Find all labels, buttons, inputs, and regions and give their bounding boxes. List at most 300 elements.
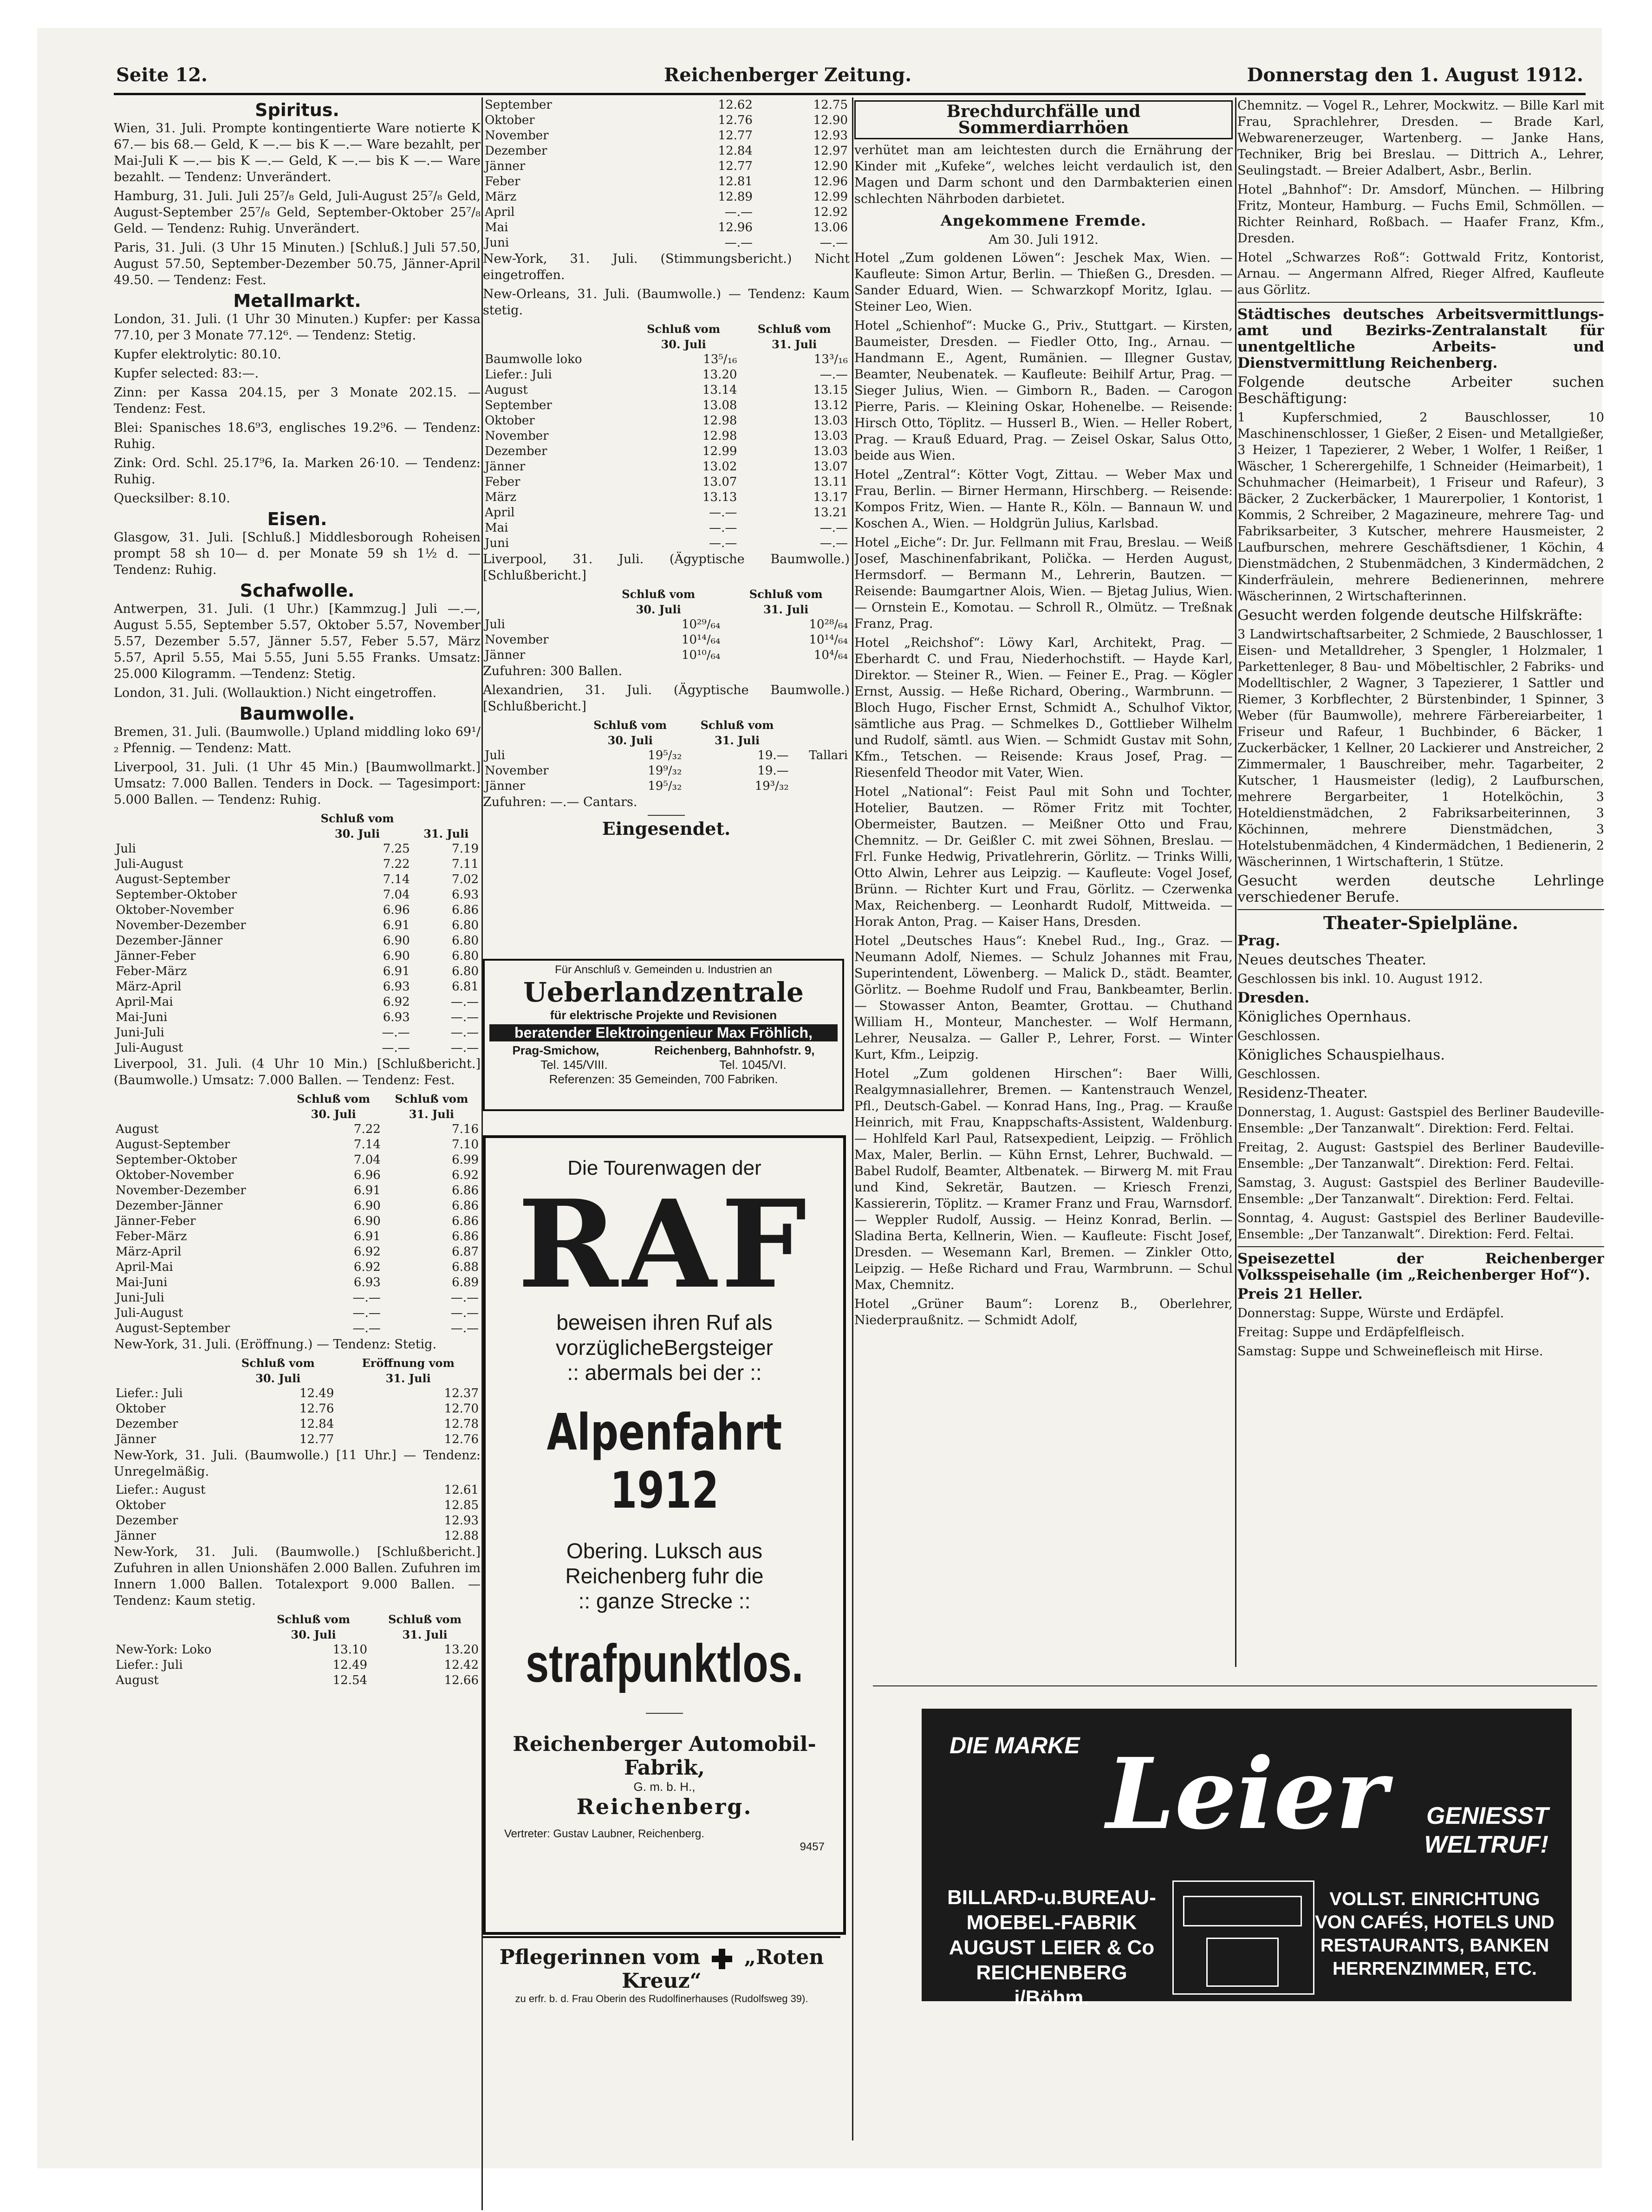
ad-services [1312, 1887, 1558, 1980]
city-heading: Dresden. [1237, 989, 1310, 1006]
row-label: November [485, 429, 549, 443]
hotel-guests: Hotel „Schienhof“: Mucke G., Priv., Stuttgart. — Kirsten, Baumeister, Dresden. — Fiedler Otto, Ing., Arnau. — Handmann E., Agent, Rumänien. — Illegner Gustav, Beamter, Neubenatek. — Kaufleute: Beihilf Artur, Prag. — Sieger Julius, Wien. — Gimborn R., Baden. — Carogon Pierre, Paris. — Kleining Oskar, Hohenelbe. — Reisende: Hirsch Otto, Töplitz. — Husserl B., Wien. — Heller Robert, Prag. — Krauß Eduard, Prag. — Zeisel Oskar, Salus Otto, beide aus Wien. [854, 319, 1233, 463]
table-row [483, 398, 850, 413]
column-notices [1237, 98, 1604, 1676]
row-label: Juni-Juli [116, 1291, 164, 1305]
price-cell: 7.22 [383, 857, 410, 871]
table-row [483, 536, 850, 551]
ad-brand: Leier [1106, 1737, 1387, 1851]
price-cell: 6.86 [452, 1184, 479, 1197]
table-row [483, 520, 850, 536]
subheading: Folgende deutsche Arbeiter suchen Beschäftigung: [1237, 374, 1604, 407]
price-cell: 6.91 [383, 964, 410, 978]
hotel-guests: Hotel „Deutsches Haus“: Knebel Rud., Ing., Graz. — Neumann Adolf, Niemes. — Schulz Johannes mit Frau, Superintendent, Löwenberg. — Malick D., städt. Beamter, Görlitz. — Boehme Rudolf und Frau, Bankbeamter, Berlin. — Stowasser Anton, Beamter, Grottau. — Chuthand William H., Monteur, Manchester. — Wolf Hermann, Lehrer, Neusalza. — Galler P., Lehrer, Forst. — Winter Kurt, Kfm., Leipzig. [854, 934, 1233, 1062]
row-label: Jänner [116, 1432, 156, 1446]
price-cell: 13.10 [332, 1643, 368, 1657]
row-label: März [485, 190, 517, 204]
table-row [114, 1386, 481, 1401]
city-heading: Prag. [1237, 932, 1281, 949]
row-label: September [485, 398, 552, 412]
section-heading: Spiritus. [255, 100, 339, 120]
ad-text: :: ganze Strecke :: [578, 1589, 751, 1613]
market-report: Bremen, 31. Juli. (Baumwolle.) Upland middling loko 69¹/₂ Pfennig. — Tendenz: Matt. [114, 725, 481, 755]
ad-text: Reichenberg fuhr die [565, 1564, 764, 1588]
page-header [116, 64, 1583, 92]
price-table: Schluß vom Schluß vom 30. Juli 31. Juli Baumwolle loko 13⁵/₁₆ 13³/₁₆ Liefer.: Juli 13.20 —.— August 13.14 13.15 September 13.08 13.12 Oktober 12.98 13.03 November 12.98 13.03 Dezember 12.99 13.03 Jänner 13.02 13.07 Feber 13.07 13.11 März 13.13 13.17 April —.— 13.21 Mai —.— —.— Juni —.— —.— [483, 321, 850, 551]
row-label: Mai-Juni [116, 1275, 168, 1289]
price-cell: 19⁵/₃₂ [648, 779, 682, 793]
price-cell: 7.25 [383, 842, 410, 856]
table-row [483, 779, 850, 794]
row-label: September-Oktober [116, 1153, 237, 1167]
price-cell: 6.86 [452, 903, 479, 917]
row-label: Mai [485, 521, 508, 535]
row-label: Oktober [116, 1402, 166, 1416]
price-cell: 13.03 [813, 429, 848, 443]
price-cell: 13.13 [702, 490, 737, 504]
row-label: Juni-Juli [116, 1026, 164, 1040]
market-report: Liverpool, 31. Juli. (4 Uhr 10 Min.) [Schlußbericht.] (Baumwolle.) Umsatz: 7.000 Ballen. — Tendenz: Fest. [114, 1057, 481, 1087]
price-cell: 7.14 [383, 872, 410, 886]
section-heading: Metallmarkt. [233, 291, 361, 311]
row-label: Liefer.: Juli [116, 1386, 183, 1400]
table-row [114, 1498, 481, 1513]
table-row [483, 505, 850, 520]
price-cell: 6.90 [383, 949, 410, 963]
price-cell: —.— [450, 1306, 479, 1320]
price-cell: 7.02 [452, 872, 479, 886]
price-cell: 13.20 [702, 368, 737, 382]
price-table [114, 1483, 481, 1544]
price-cell: 6.80 [452, 918, 479, 932]
row-label: März-April [116, 1245, 182, 1259]
newspaper-title: Reichenberger Zeitung. [664, 64, 912, 86]
table-row [483, 444, 850, 459]
table-row [483, 220, 850, 235]
theater-info: Geschlossen. [1237, 1067, 1320, 1081]
table-row [483, 632, 850, 648]
theater-info: Geschlossen bis inkl. 10. August 1912. [1237, 972, 1483, 986]
market-report: Quecksilber: 8.10. [114, 491, 230, 506]
issue-date: Donnerstag den 1. August 1912. [1247, 64, 1583, 86]
price-cell: —.— [819, 521, 848, 535]
column-rule [852, 98, 853, 2140]
ad-text: VON CAFÉS, HOTELS UND [1315, 1912, 1554, 1932]
divider [646, 1713, 683, 1714]
row-label: Mai [485, 221, 508, 234]
row-label: November [485, 633, 549, 647]
page-number: Seite 12. [116, 64, 208, 86]
theater-name: Neues deutsches Theater. [1237, 951, 1427, 968]
divider [1237, 302, 1604, 303]
table-row [483, 113, 850, 128]
market-report: Liverpool, 31. Juli. (Ägyptische Baumwolle.) [Schlußbericht.] [483, 552, 850, 583]
row-label: Jänner-Feber [116, 1214, 196, 1228]
market-report: Kupfer selected: 83:—. [114, 366, 259, 381]
price-cell: 13.14 [702, 383, 737, 397]
price-cell: 6.90 [353, 1214, 381, 1228]
price-cell: 12.61 [444, 1483, 479, 1497]
desk-icon [1206, 1938, 1279, 1987]
row-label: Jänner [485, 648, 526, 662]
row-label: November-Dezember [116, 1184, 246, 1197]
price-cell: 12.76 [444, 1432, 479, 1446]
table-row [114, 1673, 481, 1688]
table-row [114, 1321, 481, 1336]
table-row [114, 1529, 481, 1544]
row-label: Dezember [485, 144, 547, 158]
price-cell: 6.99 [452, 1153, 479, 1167]
row-label: Liefer.: Juli [485, 368, 552, 382]
row-label: Oktober [485, 113, 535, 127]
ad-text: beweisen ihren Ruf als [556, 1310, 773, 1334]
row-label: März [485, 490, 517, 504]
market-report: New-York, 31. Juli. (Baumwolle.) [11 Uhr.] — Tendenz: Unregelmäßig. [114, 1448, 481, 1479]
ad-text: für elektrische Projekte und Revisionen [550, 1008, 777, 1022]
row-label: Jänner [485, 159, 526, 173]
price-cell: —.— [450, 995, 479, 1009]
divider [1237, 1246, 1604, 1247]
ad-text: Reichenberg. [576, 1794, 753, 1819]
ad-text: WELTRUF! [1424, 1831, 1548, 1858]
table-row [114, 1122, 481, 1137]
section-heading: Theater-Spielpläne. [1323, 912, 1518, 933]
price-cell: 12.49 [299, 1386, 334, 1400]
price-cell: 12.90 [813, 159, 848, 173]
table-row [483, 429, 850, 444]
row-label: April [485, 205, 515, 219]
ad-company [940, 1885, 1163, 2010]
ad-headline: strafpunktlos. [525, 1633, 804, 1693]
menu-item: Donnerstag: Suppe, Würste und Erdäpfel. [1237, 1306, 1504, 1321]
theater-info: Freitag, 2. August: Gastspiel des Berliner Baudeville-Ensemble: „Der Tanzanwalt“. Direktion: Ferd. Feltai. [1237, 1140, 1604, 1171]
market-report: Wien, 31. Juli. Prompte kontingentierte Ware notierte K 67.— bis 68.— Geld, K —.— bis K —.— Ware bezahlt, per Mai-Juli K —.— bis K —.— Geld, K —.— bis K —.— Ware bezahlt. — Tendenz: Unverändert. [114, 121, 481, 184]
price-cell: 6.93 [383, 980, 410, 994]
price-cell: 10²⁹/₆₄ [681, 618, 721, 631]
price-cell: 12.77 [718, 129, 753, 143]
section-heading: Baumwolle. [239, 703, 355, 724]
price-cell: 12.76 [299, 1402, 334, 1416]
hotel-guests: Chemnitz. — Vogel R., Lehrer, Mockwitz. — Bille Karl mit Frau, Sprachlehrer, Dresden. — Brade Karl, Webwarenerzeuger, Wartenberg. — Janke Hans, Techniker, Brig bei Breslau. — Dittrich A., Lehrer, Seulingstadt. — Breier Adalbert, Asbr., Berlin. [1237, 98, 1604, 178]
price-cell: 13³/₁₆ [813, 352, 848, 366]
subheading: Gesucht werden deutsche Lehrlinge verschiedener Berufe. [1237, 872, 1604, 905]
ad-raf [483, 1135, 846, 1935]
table-row [114, 872, 481, 887]
price-cell: 6.92 [353, 1245, 381, 1259]
row-label: Jänner [485, 460, 526, 474]
table-row [114, 1168, 481, 1183]
price-cell: 12.99 [702, 444, 737, 458]
row-label: Jänner [116, 1529, 156, 1543]
price-cell: 6.86 [452, 1199, 479, 1213]
price-table: Schluß vom Schluß vom 30. Juli 31. Juli New-York: Loko 13.10 13.20 Liefer.: Juli 12.49 12.42 August 12.54 12.66 [114, 1612, 481, 1688]
price-cell: 6.91 [383, 918, 410, 932]
hotel-guests: Hotel „Eiche“: Dr. Jur. Fellmann mit Frau, Breslau. — Weiß Josef, Maschinenfabrikant, Polička. — Herden August, Hermsdorf. — Bermann M., Lehrerin, Bautzen. — Reisende: Baumgartner Alois, Wien. — Bjetag Julius, Wien. — Ornstein E., Komotau. — Schroll R., Olmütz. — Treßnak Franz, Prag. [854, 535, 1233, 631]
price-cell: 10¹⁰/₆₄ [681, 648, 721, 662]
section-heading: Eingesendet. [602, 818, 731, 839]
row-label: Mai-Juni [116, 1010, 168, 1024]
table-row [114, 903, 481, 918]
price-cell: 13.07 [813, 460, 848, 474]
ad-text: Obering. Luksch aus [566, 1539, 762, 1563]
price-cell: 13.08 [702, 398, 737, 412]
row-label: Liefer.: Juli [116, 1658, 183, 1672]
price-cell [791, 763, 850, 779]
row-label: August [116, 1673, 159, 1687]
theater-info: Samstag, 3. August: Gastspiel des Berliner Baudeville-Ensemble: „Der Tanzanwalt“. Direktion: Ferd. Feltai. [1237, 1176, 1604, 1206]
table-row [483, 413, 850, 429]
table-row [483, 128, 850, 143]
section-heading: Eisen. [267, 509, 327, 529]
hotel-guests: Hotel „Zum goldenen Hirschen“: Baer Willi, Realgymnasiallehrer, Bremen. — Kantenstrauch Wenzel, Pfl., Deutsch-Gabel. — Konrad Hans, Ing., Prag. — Krauße Heinrich, mit Frau, Knappschafts-Assistent, Waldenburg. — Hohlfeld Karl Paul, Ratsexpedient, Leipzig. — Fröhlich Max, Maler, Berlin. — Kühn Ernst, Lehrer, Buchwald. — Babel Rudolf, Beamter, Altbenatek. — Birwerg M. mit Frau und Kind, Sekretär, Bautzen. — Kriesch Frenzi, Kassiererin, Töplitz. — Kramer Franz und Frau, Warnsdorf. — Weppler Rudolf, Aussig. — Heinz Konrad, Berlin. — Sladina Berta, Kellnerin, Wien. — Kaufleute: Fischt Josef, Dresden. — Wesemann Karl, Bremen. — Zinkler Otto, Leipzig. — Heße Richard und Frau, Warmbrunn. — Schul Max, Chemnitz. [854, 1067, 1233, 1292]
billiard-table-icon [1183, 1896, 1302, 1926]
price-table: Schluß vom 30. Juli 31. Juli Juli 7.25 7.19 Juli-August 7.22 7.11 August-September 7.14 7.02 September-Oktober 7.04 6.93 Oktober-November 6.96 6.86 November-Dezember 6.91 6.80 Dezember-Jänner 6.90 6.80 Jänner-Feber 6.90 6.80 Feber-März 6.91 6.80 März-April 6.93 6.81 April-Mai 6.92 —.— Mai-Juni 6.93 —.— Juni-Juli —.— —.— Juli-August —.— —.— [114, 811, 481, 1056]
ad-text: Prag-Smichow, [512, 1043, 599, 1057]
price-cell: 6.90 [383, 934, 410, 948]
price-cell: 19⁵/₃₂ [648, 748, 682, 762]
column-rule [1235, 98, 1236, 1667]
price-cell: 13.15 [813, 383, 848, 397]
row-label: Oktober-November [116, 903, 234, 917]
table-row [483, 383, 850, 398]
row-label: August-September [116, 1138, 230, 1152]
price-cell: 12.54 [332, 1673, 368, 1687]
theater-name: Königliches Schauspielhaus. [1237, 1047, 1445, 1063]
price-cell: 12.42 [444, 1658, 479, 1672]
price-cell: —.— [709, 536, 737, 550]
column-arrivals [854, 98, 1233, 1769]
row-label: November [485, 129, 549, 143]
price-cell: 12.93 [813, 129, 848, 143]
hotel-guests: Hotel „Grüner Baum“: Lorenz B., Oberlehrer, Niederpraußnitz. — Schmidt Adolf, [854, 1297, 1233, 1327]
price-cell: 12.89 [718, 190, 753, 204]
price-cell: —.— [709, 521, 737, 535]
price-cell: 6.90 [353, 1199, 381, 1213]
table-row [483, 143, 850, 159]
column-markets [114, 98, 481, 2210]
price-cell: 10¹⁴/₆₄ [809, 633, 848, 647]
price-cell: 13.21 [813, 506, 848, 520]
row-label: August [485, 383, 528, 397]
table-row [114, 1417, 481, 1432]
header-rule [114, 93, 1586, 95]
table-row [483, 617, 850, 632]
table-row [114, 1275, 481, 1290]
section-heading: Schafwolle. [240, 580, 355, 601]
price-cell: 10²⁸/₆₄ [809, 618, 848, 631]
ad-text: Tel. 1045/VI. [719, 1058, 787, 1072]
table-row [483, 475, 850, 490]
table-row [483, 763, 850, 779]
price-cell: 12.93 [444, 1514, 479, 1528]
price-cell: 13⁵/₁₆ [703, 352, 737, 366]
section-heading: Speisezettel der Reichenberger Volksspeisehalle (im „Reichenberger Hof“). [1237, 1250, 1604, 1283]
price-cell: 10⁴/₆₄ [813, 648, 848, 662]
price-cell: 6.80 [452, 964, 479, 978]
row-label: Dezember [116, 1417, 178, 1431]
price-cell: 12.49 [332, 1658, 368, 1672]
price-cell: 6.80 [452, 949, 479, 963]
row-label: Baumwolle loko [485, 352, 582, 366]
price-cell: 12.99 [813, 190, 848, 204]
row-label: Oktober [116, 1498, 166, 1512]
market-report: Zink: Ord. Schl. 25.17⁹6, Ia. Marken 26·10. — Tendenz: Ruhig. [114, 456, 481, 487]
row-label: April [485, 506, 515, 520]
price-cell: 12.97 [813, 144, 848, 158]
table-row [114, 1432, 481, 1447]
price-cell: 19.— [757, 748, 789, 762]
menu-item: Samstag: Suppe und Schweinefleisch mit Hirse. [1237, 1344, 1543, 1359]
ad-text: AUGUST LEIER & Co [949, 1936, 1155, 1959]
price-cell: 7.04 [383, 888, 410, 902]
price-cell: 6.86 [452, 1230, 479, 1243]
ad-text: GENIESST [1426, 1802, 1548, 1829]
theater-info: Geschlossen. [1237, 1029, 1320, 1043]
market-report: Zufuhren: —.— Cantars. [483, 795, 637, 809]
price-cell: Tallari [809, 748, 848, 762]
ad-text: Vertreter: Gustav Laubner, Reichenberg. [504, 1828, 704, 1840]
table-row [114, 1041, 481, 1056]
price-cell: 6.92 [383, 995, 410, 1009]
table-row [114, 1137, 481, 1152]
hotel-guests: Hotel „Zentral“: Kötter Vogt, Zittau. — Weber Max und Frau, Berlin. — Birner Hermann, Hirschberg. — Reisende: Kompos Fritz, Wien. — Hante R., Köln. — Bannaun W. und Koschen A., Wien. — Holdgrün Julius, Karlsbad. [854, 468, 1233, 531]
ad-text: HERRENZIMMER, ETC. [1333, 1958, 1537, 1979]
row-label: September-Oktober [116, 888, 237, 902]
price-cell: —.— [724, 236, 753, 250]
ad-text: DIE MARKE [950, 1732, 1080, 1758]
row-label: September [485, 98, 552, 112]
row-label: Feber-März [116, 1230, 187, 1243]
ad-red-cross [483, 1936, 840, 2031]
price-cell: 13.07 [702, 475, 737, 489]
market-report: Zinn: per Kassa 204.15, per 3 Monate 202.15. — Tendenz: Fest. [114, 385, 481, 416]
price-cell: —.— [450, 1041, 479, 1055]
row-label: Juli-August [116, 1306, 183, 1320]
price-cell: 13.17 [813, 490, 848, 504]
price-table: Schluß vom Schluß vom 30. Juli 31. Juli Juli 19⁵/₃₂ 19.— Tallari November 19⁹/₃₂ 19.— Jänner 19⁵/₃₂ 19³/₃₂ [483, 717, 850, 794]
row-label: Liefer.: August [116, 1483, 206, 1497]
row-label: April-Mai [116, 1260, 173, 1274]
price-cell: 13.20 [444, 1643, 479, 1657]
table-row [483, 235, 850, 251]
price-cell: 13.12 [813, 398, 848, 412]
table-row [114, 1025, 481, 1041]
ad-text: Reichenberger Automobil-Fabrik, [513, 1732, 816, 1780]
table-row [483, 352, 850, 367]
price-cell: 12.81 [718, 175, 753, 189]
price-cell: 19³/₃₂ [754, 779, 789, 793]
price-cell: —.— [819, 368, 848, 382]
price-line: Preis 21 Heller. [1237, 1286, 1363, 1302]
price-cell: 6.89 [452, 1275, 479, 1289]
price-cell: 12.90 [813, 113, 848, 127]
price-cell: 7.22 [353, 1122, 381, 1136]
job-list: 3 Landwirtschaftsarbeiter, 2 Schmiede, 2 Bauschlosser, 1 Eisen- und Metalldreher, 3 Spengler, 1 Holzmaler, 1 Parkettenleger, 8 Bau- und Möbeltischler, 2 Fabriks- und Modelltischler, 2 Wagner, 3 Tapezierer, 1 Sattler und Riemer, 3 Korbflechter, 2 Bürstenbinder, 1 Spinner, 3 Weber (für Baumwolle), mehrere Färbereiarbeiter, 1 Friseur und Rafeur, 1 Buchbinder, 6 Bäcker, 1 Zuckerbäcker, 1 Kellner, 20 Lackierer und Anstreicher, 2 Zimmermaler, 1 Bauschreiber, mehr. Tagarbeiter, 2 Kutscher, 1 Hausmeister (ledig), 2 Laufburschen, mehrere Bergarbeiter, 1 Hotelköchin, 3 Hoteldienstmädchen, 2 Fabriksarbeiterinnen, 3 Köchinnen, mehrere Dienstmädchen, 3 Hotelstubenmädchen, 4 Kindermädchen, 1 Bedienerin, 2 Wäscherinnen, 1 Wirtschafterin, 1 Stütze. [1237, 627, 1604, 869]
row-label: November-Dezember [116, 918, 246, 932]
price-cell: 12.85 [444, 1498, 479, 1512]
menu-item: Freitag: Suppe und Erdäpfelfleisch. [1237, 1325, 1465, 1340]
ad-ueberlandzentrale [483, 959, 844, 1111]
price-cell: —.— [450, 1010, 479, 1024]
table-row [114, 1401, 481, 1417]
ad-text: 9457 [800, 1841, 825, 1853]
theater-info: Sonntag, 4. August: Gastspiel des Berliner Baudeville-Ensemble: „Der Tanzanwalt“. Direktion: Ferd. Feltai. [1237, 1211, 1604, 1242]
hotel-guests: Hotel „Reichshof“: Löwy Karl, Architekt, Prag. — Eberhardt C. und Frau, Niederhochstift. — Hayde Karl, Direktor. — Steiner R., Wien. — Feiner E., Prag. — Kögler Ernst, Aussig. — Heße Richard, Obering., Warmbrunn. — Bloch Hugo, Fischer Ernst, Schmidt A., Schulhof Viktor, sämtliche aus Prag. — Schmelkes D., Gottlieber Wilhelm und Rudolf, sämtl. aus Wien. — Schmidt Gustav mit Sohn, Kfm., Tetschen. — Reisende: Kraus Josef, Prag. — Riesenfeld Theodor mit Vater, Wien. [854, 636, 1233, 780]
price-cell: 12.78 [444, 1417, 479, 1431]
table-row [114, 1244, 481, 1260]
ad-text: Tel. 145/VIII. [540, 1058, 608, 1072]
price-cell: —.— [382, 1026, 410, 1040]
row-label: Dezember [485, 444, 547, 458]
price-cell: —.— [352, 1306, 381, 1320]
ad-headline: Alpenfahrt 1912 [546, 1404, 782, 1520]
ad-title: Pflegerinnen vom [499, 1945, 701, 1969]
divider [648, 815, 685, 816]
table-row [114, 1290, 481, 1306]
price-cell: 7.19 [452, 842, 479, 856]
market-report: London, 31. Juli. (Wollauktion.) Nicht eingetroffen. [114, 686, 437, 700]
row-label: New-York: Loko [116, 1643, 212, 1657]
market-report: Zufuhren: 300 Ballen. [483, 664, 623, 678]
price-cell: —.— [450, 1026, 479, 1040]
table-row [114, 1198, 481, 1214]
hotel-guests: Hotel „Schwarzes Roß“: Gottwald Fritz, Kontorist, Arnau. — Angermann Alfred, Rieger Alfred, Kaufleute aus Görlitz. [1237, 250, 1604, 297]
price-cell: 12.84 [718, 144, 753, 158]
table-row [114, 1214, 481, 1229]
ad-text: Für Anschluß v. Gemeinden u. Industrien an [555, 963, 772, 976]
table-row [483, 205, 850, 220]
row-label: Feber [485, 475, 520, 489]
price-table [483, 98, 850, 251]
price-cell: 6.81 [452, 980, 479, 994]
table-row [114, 1152, 481, 1168]
price-cell: 13.03 [813, 444, 848, 458]
ad-text: REICHENBERG i/Böhm. [976, 1961, 1127, 2009]
ad-text: beratender Elektroingenieur Max Fröhlich, [489, 1024, 838, 1041]
table-row [114, 979, 481, 995]
row-label: Juli-August [116, 857, 183, 871]
ad-brand: RAF [517, 1174, 812, 1315]
price-cell: —.— [382, 1041, 410, 1055]
price-cell: —.— [819, 236, 848, 250]
price-cell: 7.14 [353, 1138, 381, 1152]
row-label: August [116, 1122, 159, 1136]
price-cell: 6.93 [353, 1275, 381, 1289]
table-row [483, 367, 850, 383]
section-heading: Angekommene Fremde. [940, 212, 1147, 229]
ad-title: „Roten Kreuz“ [622, 1945, 824, 1993]
price-cell: 12.98 [702, 429, 737, 443]
table-row [114, 887, 481, 903]
ad-text: RESTAURANTS, BANKEN [1320, 1935, 1549, 1956]
row-label: Oktober-November [116, 1168, 234, 1182]
job-list: 1 Kupferschmied, 2 Bauschlosser, 10 Maschinenschlosser, 1 Gießer, 2 Eisen- und Metallgießer, 3 Heizer, 1 Tapezierer, 2 Weber, 1 Wolfer, 1 Reißer, 1 Wäscher, 1 Scherergehilfe, 1 Schneider (Heimarbeit), 1 Schuhmacher (Heimarbeit), 1 Friseur und Rafeur), 3 Bäcker, 2 Zuckerbäcker, 1 Maurerpolier, 1 Kontorist, 1 Kommis, 2 Schreiber, 2 Magazineure, mehrere Tag- und Fabriksarbeiter, 3 Kutscher, mehrere Hausmeister, 2 Laufburschen, mehrere Geschäftsdiener, 1 Köchin, 4 Dienstmädchen, 2 Stubenmädchen, 3 Kindermädchen, 2 Kinderfräulein, mehrere Bedienerinnen, mehrere Wäscherinnen, 2 Wirtschafterinnen. [1237, 410, 1604, 604]
table-row [114, 1260, 481, 1275]
price-cell: 6.88 [452, 1260, 479, 1274]
row-label: Dezember-Jänner [116, 934, 223, 948]
price-cell: 12.77 [718, 159, 753, 173]
row-label: Juli [485, 748, 505, 762]
table-row [114, 1642, 481, 1658]
ad-leier [922, 1709, 1572, 2009]
ad-title: Ueberlandzentrale [523, 976, 804, 1008]
price-cell: —.— [709, 506, 737, 520]
price-cell: 6.80 [452, 934, 479, 948]
price-table: Schluß vom Schluß vom 30. Juli 31. Juli August 7.22 7.16 August-September 7.14 7.10 September-Oktober 7.04 6.99 Oktober-November 6.96 6.92 November-Dezember 6.91 6.86 Dezember-Jänner 6.90 6.86 Jänner-Feber 6.90 6.86 Feber-März 6.91 6.86 März-April 6.92 6.87 April-Mai 6.92 6.88 Mai-Juni 6.93 6.89 Juni-Juli —.— —.— Juli-August —.— —.— August-September —.— —.— [114, 1091, 481, 1336]
market-report: Paris, 31. Juli. (3 Uhr 15 Minuten.) [Schluß.] Juli 57.50, August 57.50, September-Dezember 50.75, Jänner-April 49.50. — Tendenz: Fest. [114, 241, 481, 287]
price-cell: 6.92 [353, 1260, 381, 1274]
price-cell: —.— [819, 536, 848, 550]
